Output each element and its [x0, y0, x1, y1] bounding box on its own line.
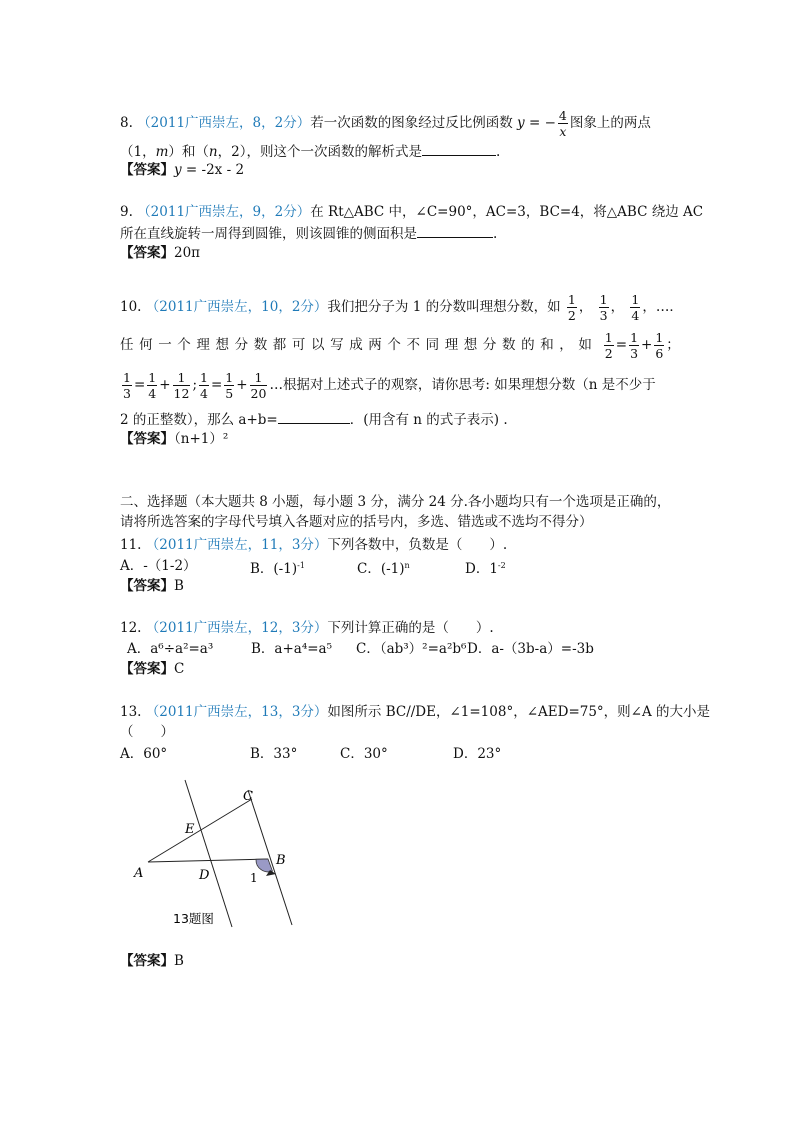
q10-frac-3 [630, 292, 640, 323]
q8-text: 若一次函数的图象经过反比例函数 [310, 115, 513, 131]
q10-eq2-b [147, 370, 157, 401]
q10-eq3-a [199, 370, 209, 401]
q9-line2-text: 所在直线旋转一周得到圆锥，则该圆锥的侧面积是 [120, 226, 417, 242]
line-de-extended [185, 780, 232, 927]
q8-line1 [120, 108, 651, 139]
figure-caption: 13题图 [173, 911, 214, 926]
q9-line1 [120, 203, 703, 221]
q8-point-and: ）和（ [168, 144, 209, 160]
q10-f3-num: 1 [631, 292, 640, 307]
q10-eq2-a-den: 3 [123, 386, 131, 401]
q13-number: 13. [120, 704, 142, 720]
q11-option-b-label: B．(-1) [250, 561, 298, 577]
section2-line2: 请将所选答案的字母代号填入各题对应的括号内，多选、错选或不选均不得分） [120, 514, 593, 530]
q10-eq3-b-den: 5 [225, 386, 234, 401]
q8-point1-a: （1， [120, 144, 156, 160]
section2-line1: 二、选择题（本大题共 8 小题，每小题 3 分，满分 24 分.各小题均只有一个选项是正确的， [120, 494, 671, 510]
q12-answer-value: C [174, 661, 185, 677]
q8-line2-text: ，2），则这个一次函数的解析式是 [217, 144, 422, 160]
q10-eq1-a [604, 330, 614, 361]
q8-frac-den: x [559, 124, 567, 139]
q10-f1-num: 1 [567, 292, 576, 307]
label-a: A [134, 866, 144, 881]
q11-answer [120, 577, 184, 595]
q12-answer [120, 660, 184, 678]
q12-option-d[interactable]: D．a-（3b-a）=-3b [467, 641, 594, 657]
q10-line4-text: 2 的正整数），那么 a+b= [120, 412, 278, 428]
q10-answer-label: 【答案】 [120, 431, 174, 447]
q10-source: （2011广西崇左，10，2分） [145, 299, 328, 315]
q11-option-d[interactable] [465, 557, 506, 578]
q11-line1 [120, 536, 507, 554]
q10-frac-2 [599, 292, 609, 323]
q11-option-a-label: A．-（1-2） [120, 558, 197, 574]
q10-blank[interactable] [278, 409, 350, 424]
q11-option-c[interactable] [357, 557, 410, 578]
q10-text: 我们把分子为 1 的分数叫理想分数，如 [327, 299, 561, 315]
q10-eq2-a-num: 1 [123, 370, 131, 385]
q10-frac-1 [567, 292, 577, 323]
q10-eq3-b [224, 370, 234, 401]
q9-end: . [493, 226, 498, 242]
q11-option-b-sup: -1 [297, 561, 305, 570]
label-b: B [276, 853, 286, 868]
q8-line2 [120, 141, 500, 161]
q11-option-c-label: C．(-1) [357, 561, 405, 577]
q13-line2: （ ） [120, 724, 174, 740]
segment-ab [148, 859, 268, 862]
q8-text-b: 图象上的两点 [569, 115, 651, 131]
q10-eq1-a-den: 2 [604, 346, 613, 361]
q10-f1-den: 2 [567, 308, 576, 323]
q12-text: 下列计算正确的是（ ）. [327, 620, 494, 636]
q10-f3-den: 4 [631, 308, 640, 323]
q9-answer [120, 244, 200, 262]
q8-blank[interactable] [422, 141, 496, 156]
label-d: D [199, 868, 210, 883]
q8-number: 8. [120, 115, 133, 131]
q10-f2-num: 1 [599, 292, 608, 307]
q9-text: 在 Rt△ABC 中，∠C=90°，AC=3，BC=4，将△ABC 绕边 AC [310, 204, 704, 220]
segment-ac [148, 799, 252, 862]
label-angle-1: 1 [250, 871, 258, 885]
q11-option-d-label: D．1 [465, 561, 498, 577]
q9-answer-label: 【答案】 [120, 245, 174, 261]
q13-option-a[interactable]: A．60° [120, 746, 168, 762]
angle-1-arc [256, 859, 272, 872]
q8-eq-sign: = − [524, 115, 556, 131]
q10-eq1-c-den: 6 [655, 346, 664, 361]
q13-option-b[interactable]: B．33° [250, 746, 298, 762]
q10-f2-den: 3 [599, 308, 608, 323]
q13-option-c[interactable]: C．30° [340, 746, 388, 762]
q11-option-a[interactable] [120, 557, 197, 575]
q10-eq2-c [173, 370, 191, 401]
q11-answer-value: B [174, 578, 184, 594]
q10-eq2-b-den: 4 [148, 386, 157, 401]
q8-answer-y: y [174, 162, 182, 178]
q8-end: . [495, 144, 501, 160]
q11-option-d-sup: -2 [497, 561, 506, 570]
q8-frac-num: 4 [558, 108, 567, 123]
q13-answer [120, 952, 184, 970]
q12-source: （2011广西崇左，12，3分） [145, 620, 328, 636]
q10-line1: 10. （2011广西崇左，10，2分）我们把分子为 1 的分数叫理想分数，如 $\frac{1}{2}$ ， $\frac{1}{3}$ ， $\frac{1}{4}$ ，…． [120, 292, 683, 323]
q12-option-a[interactable]: A．a⁶÷a²=a³ [127, 641, 214, 657]
q10-line3: $\frac{1}{3}$ = $\frac{1}{4}$ + $\frac{1}{12}$ ; $\frac{1}{4}$ = $\frac{1}{5}$ + $\frac{1}{20}$ …根据对上述式子的观察，请你思考: 如果理想分数（n 是不少于 [123, 370, 656, 401]
q10-eq3-a-den: 4 [200, 386, 208, 401]
label-c: C [243, 789, 253, 804]
q10-tail: ，…． [642, 299, 683, 315]
q10-eq1-c-num: 1 [655, 330, 664, 345]
q10-answer-value: （n+1）² [174, 431, 229, 447]
q10-eq3-c [250, 370, 268, 401]
q11-source: （2011广西崇左，11，3分） [145, 537, 328, 553]
q13-source: （2011广西崇左，13，3分） [145, 704, 328, 720]
q8-source: （2011广西崇左，8，2分） [137, 115, 311, 131]
q8-answer-value: = -2x - 2 [181, 162, 245, 178]
q13-line1 [120, 703, 710, 721]
q10-eq2-c-num: 1 [173, 370, 191, 386]
q10-eq2-b-num: 1 [148, 370, 157, 385]
q10-eq1-c [654, 330, 664, 361]
q10-eq3-c-num: 1 [250, 370, 268, 386]
q10-eq1-b [629, 330, 639, 361]
q10-line2-text: 任何一个理想分数都可以写成两个不同理想分数的和，如 [120, 337, 598, 353]
q10-eq1-a-num: 1 [604, 330, 613, 345]
q8-eq-lhs: y [517, 115, 525, 131]
q10-eq2-c-den: 12 [173, 386, 190, 401]
q11-option-b[interactable] [250, 557, 305, 578]
q10-answer [120, 430, 228, 448]
q12-number: 12. [120, 620, 142, 636]
q13-text: 如图所示 BC//DE，∠1=108°，∠AED=75°，则∠A 的大小是 [327, 704, 711, 720]
q10-number: 10. [120, 299, 142, 315]
q10-eq2-a [122, 370, 132, 401]
q9-number: 9. [120, 204, 133, 220]
q10-eq3-c-den: 20 [250, 386, 267, 401]
q11-text: 下列各数中，负数是（ ）. [327, 537, 508, 553]
q9-blank[interactable] [417, 223, 493, 238]
q12-option-c[interactable]: C．（ab³）²=a²b⁶ [356, 641, 467, 657]
q12-line1 [120, 619, 494, 637]
q8-n: n [208, 144, 218, 160]
q12-option-b[interactable]: B．a+a⁴=a⁵ [251, 641, 333, 657]
q9-source: （2011广西崇左，9，2分） [137, 204, 311, 220]
q10-line4-tail: ．(用含有 n 的式子表示) . [349, 412, 508, 428]
label-e: E [185, 822, 195, 837]
q10-line2-end: ； [666, 337, 680, 353]
q13-answer-value: B [174, 953, 184, 969]
q10-eq1-b-num: 1 [630, 330, 639, 345]
q10-eq1-b-den: 3 [630, 346, 639, 361]
q11-number: 11. [120, 537, 142, 553]
q10-line2: 任何一个理想分数都可以写成两个不同理想分数的和，如 $\frac{1}{2}$ = $\frac{1}{3}$ + $\frac{1}{6}$ ； [120, 330, 680, 361]
q9-answer-value: 20π [174, 245, 201, 261]
q10-line3-text: …根据对上述式子的观察，请你思考: 如果理想分数（n 是不少于 [269, 377, 656, 393]
q13-figure [120, 775, 310, 935]
q13-answer-label: 【答案】 [120, 953, 174, 969]
q10-eq3-b-num: 1 [225, 370, 234, 385]
q11-option-c-sup: n [404, 561, 410, 570]
q13-option-d[interactable]: D．23° [453, 746, 502, 762]
q11-answer-label: 【答案】 [120, 578, 174, 594]
q9-line2 [120, 223, 497, 243]
q8-fraction [558, 108, 568, 139]
q8-answer-label: 【答案】 [120, 162, 174, 178]
q10-eq3-a-num: 1 [200, 370, 208, 385]
q12-answer-label: 【答案】 [120, 661, 174, 677]
q8-m: m [155, 144, 169, 160]
q8-answer [120, 161, 244, 179]
q10-line4 [120, 409, 508, 429]
